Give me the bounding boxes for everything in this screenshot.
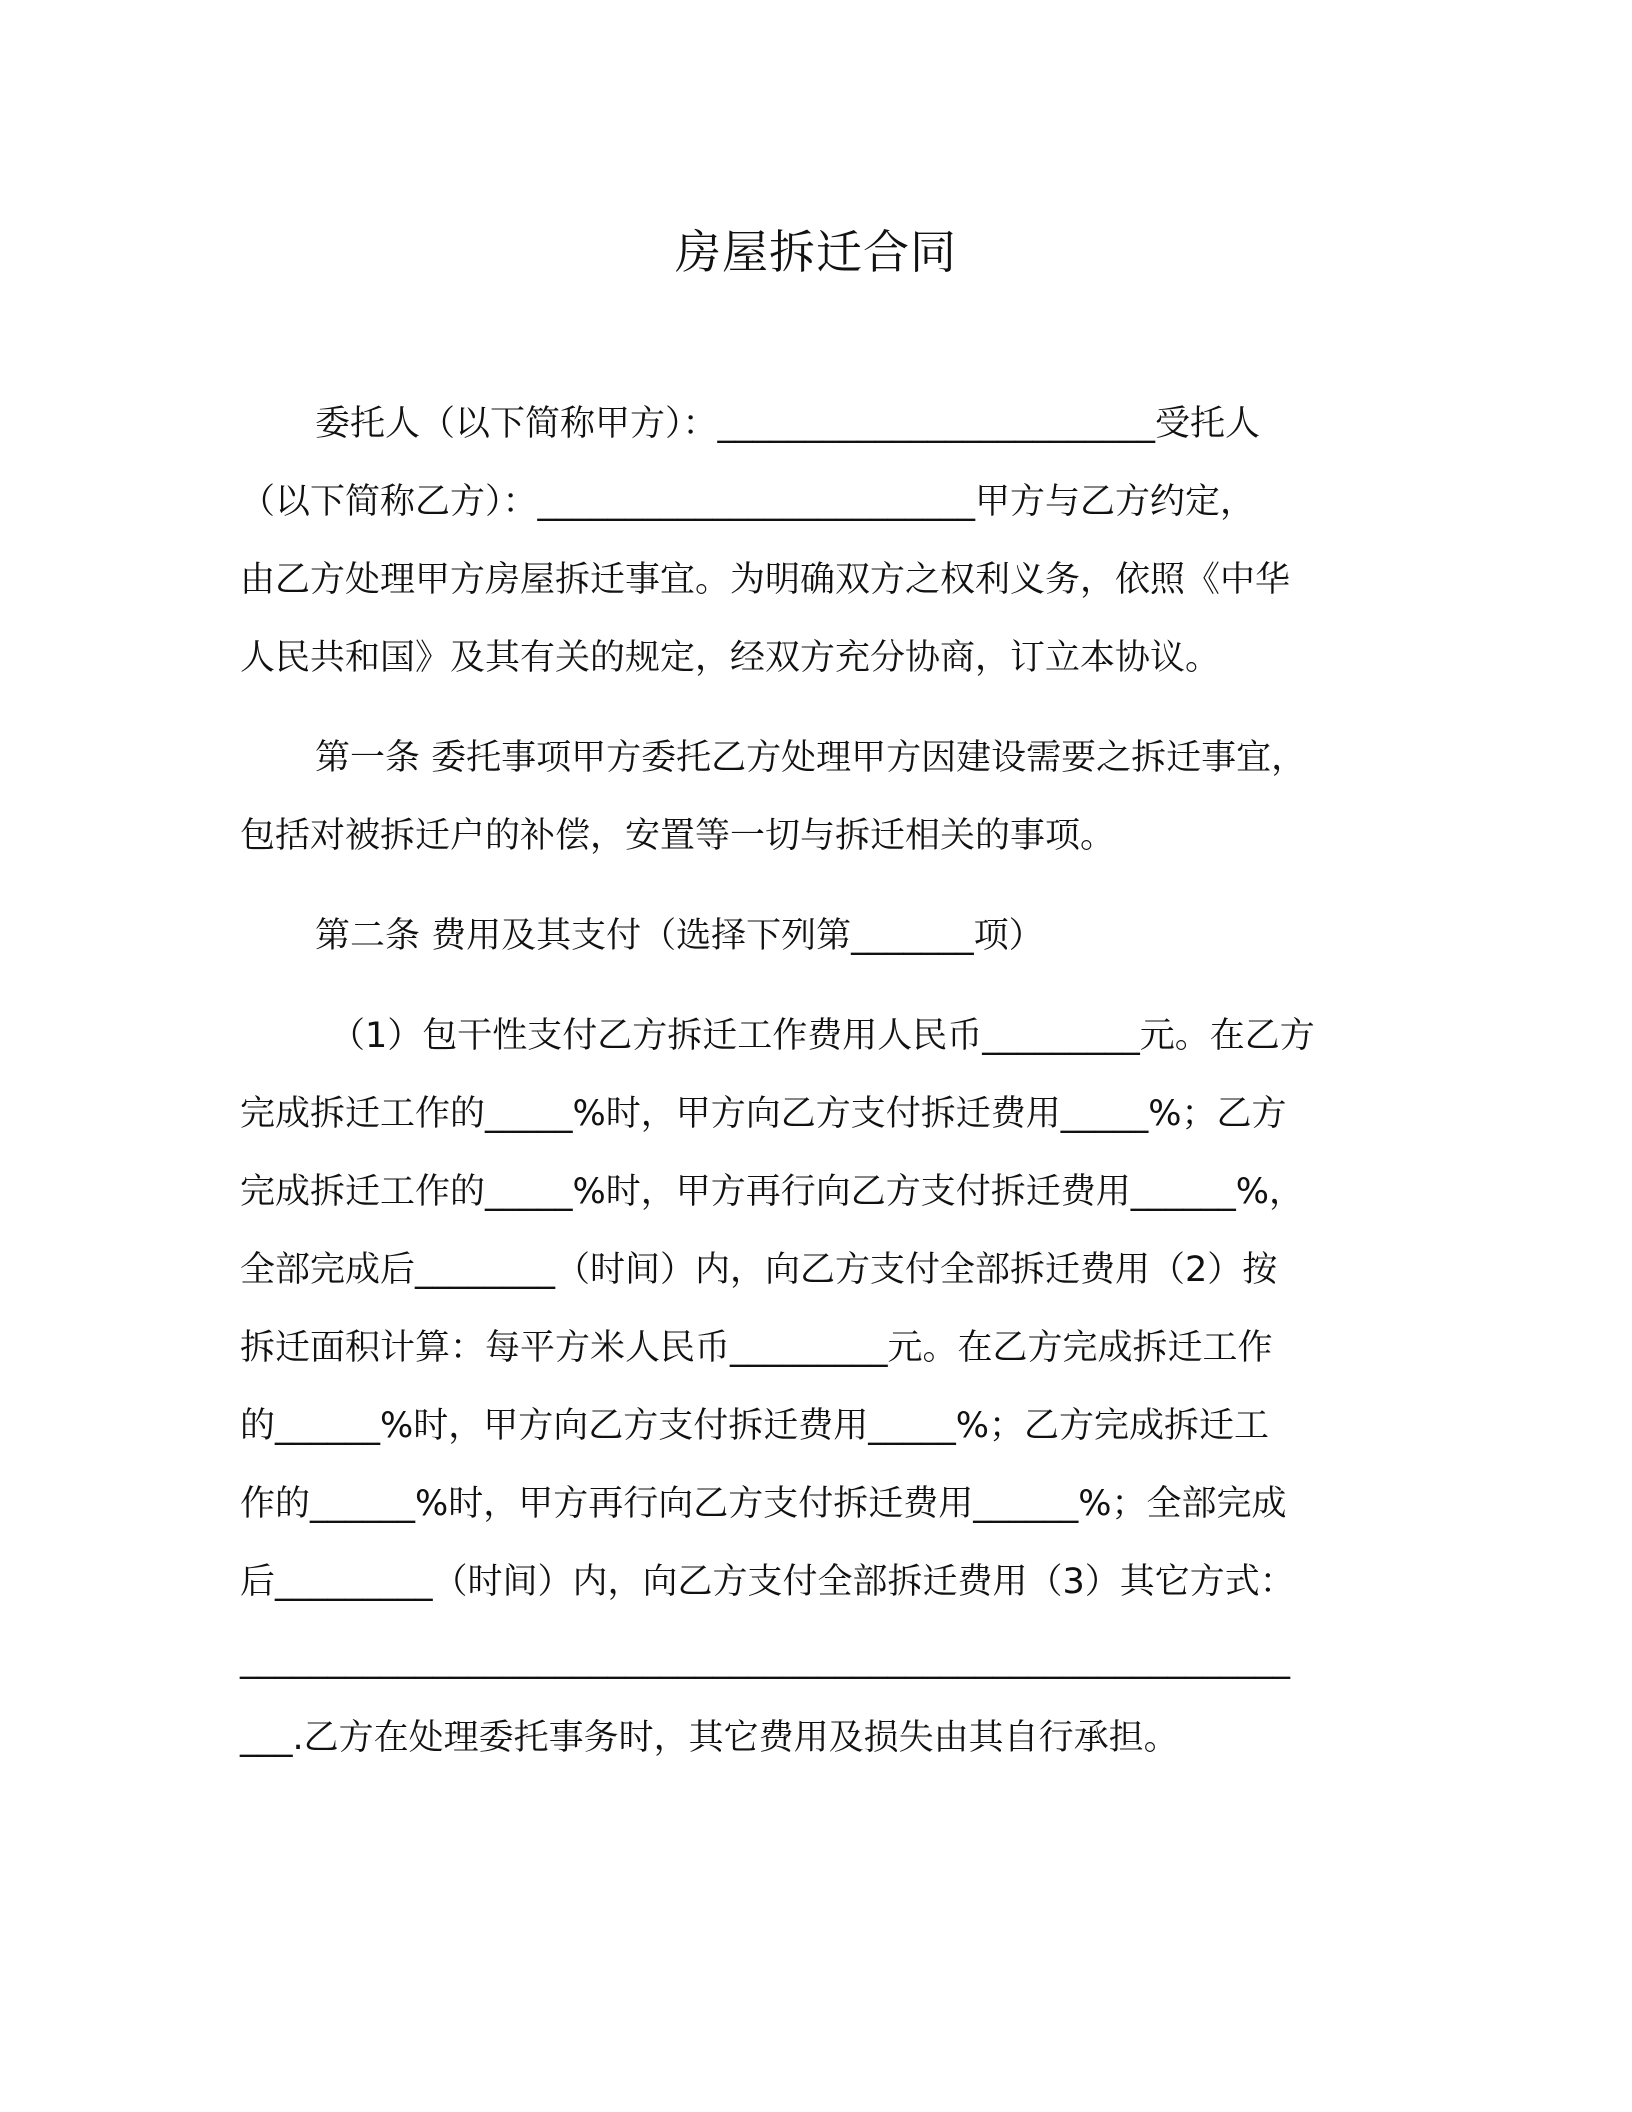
text-line: 包括对被拆迁户的补偿，安置等一切与拆迁相关的事项。 xyxy=(240,816,1116,856)
text-line: 完成拆迁工作的_____%时，甲方向乙方支付拆迁费用_____%；乙方 xyxy=(240,1094,1287,1134)
text-line: ___.乙方在处理委托事务时，其它费用及损失由其自行承担。 xyxy=(240,1718,1179,1758)
text-line: 拆迁面积计算：每平方米人民币_________元。在乙方完成拆迁工作 xyxy=(240,1328,1273,1368)
text-line: 第一条 委托事项甲方委托乙方处理甲方因建设需要之拆迁事宜， xyxy=(315,738,1307,778)
document-title: 房屋拆迁合同 xyxy=(675,225,957,279)
document-body xyxy=(240,385,1400,1799)
text-line: 后_________（时间）内，向乙方支付全部拆迁费用（3）其它方式： xyxy=(240,1562,1295,1602)
paragraph-article-1 xyxy=(240,719,1400,875)
text-line: 人民共和国》及其有关的规定，经双方充分协商，订立本协议。 xyxy=(240,638,1221,678)
paragraph-preamble xyxy=(240,385,1400,697)
text-line: 全部完成后________（时间）内，向乙方支付全部拆迁费用（2）按 xyxy=(240,1250,1278,1290)
text-line: 完成拆迁工作的_____%时，甲方再行向乙方支付拆迁费用______%， xyxy=(240,1172,1305,1212)
paragraph-article-2 xyxy=(240,897,1400,975)
text-line: 委托人（以下简称甲方）：_________________________受托人 xyxy=(315,404,1261,444)
text-line: 的______%时，甲方向乙方支付拆迁费用_____%；乙方完成拆迁工 xyxy=(240,1406,1270,1446)
text-line: 作的______%时，甲方再行向乙方支付拆迁费用______%；全部完成 xyxy=(240,1484,1287,1524)
text-line: ____________________________________________________________ xyxy=(240,1640,1290,1680)
text-line: 第二条 费用及其支付（选择下列第_______项） xyxy=(315,916,1044,956)
text-line: （以下简称乙方）：_________________________甲方与乙方约定， xyxy=(240,482,1256,522)
paragraph-payment-terms xyxy=(240,997,1400,1777)
text-line: 由乙方处理甲方房屋拆迁事宜。为明确双方之权利义务，依照《中华 xyxy=(240,560,1291,600)
text-line: （1）包干性支付乙方拆迁工作费用人民币_________元。在乙方 xyxy=(330,1016,1315,1056)
